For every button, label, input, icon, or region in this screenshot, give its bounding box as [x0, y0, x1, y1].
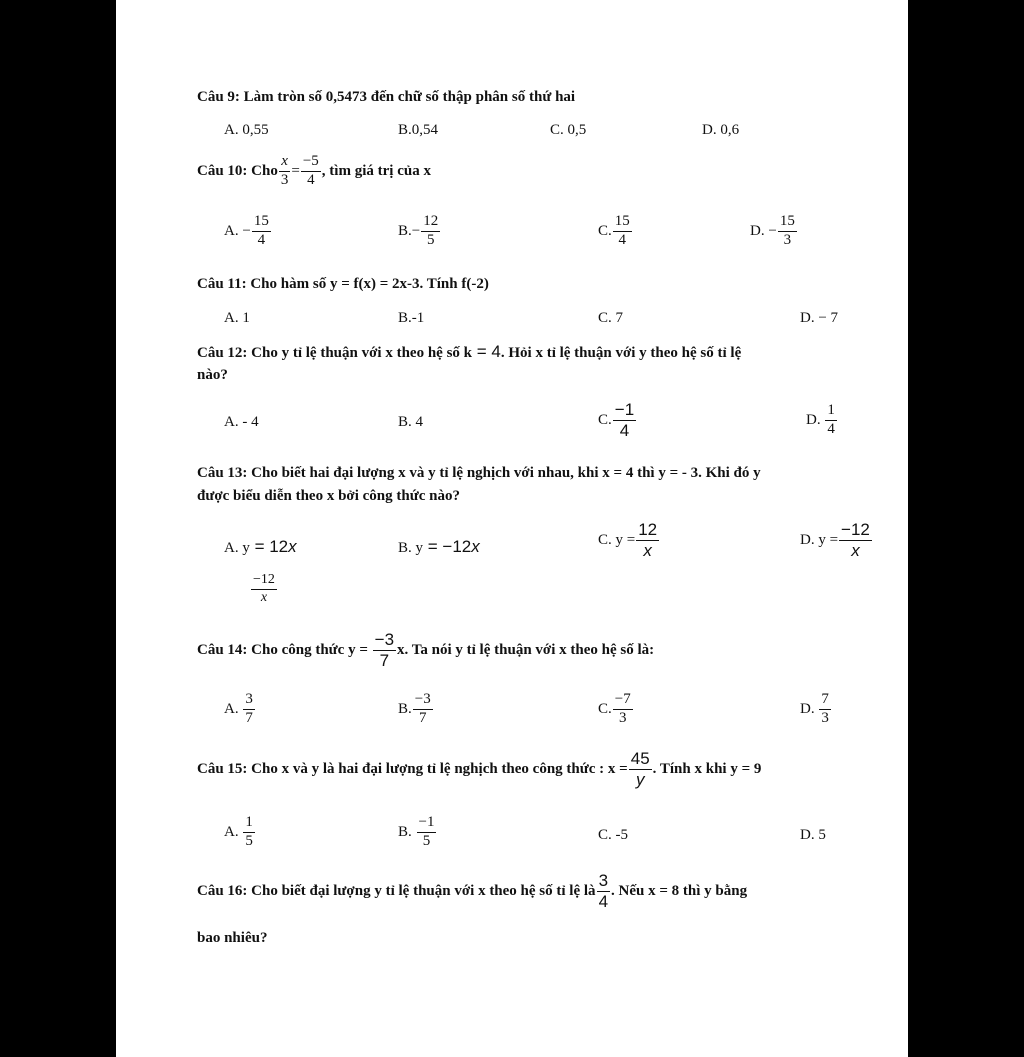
- q14-option-b: [398, 692, 434, 727]
- q13-extra-fraction-body: [251, 573, 277, 605]
- q15-option-b: [398, 815, 437, 850]
- q13-extra-fraction: [250, 573, 278, 605]
- q13-option-b-expr: = −12: [423, 537, 472, 556]
- q12-option-d-denominator: 4: [827, 420, 835, 437]
- q15-option-b-numerator: −1: [417, 815, 437, 833]
- q13-option-b-label: B. y: [398, 540, 424, 556]
- q14-option-c-fraction: [613, 692, 633, 727]
- q10-option-a-fraction: [252, 214, 271, 249]
- q15-option-a: [224, 815, 256, 850]
- q15-option-b-label: B.: [398, 824, 412, 841]
- q13-option-c: [598, 521, 660, 560]
- q10-suffix: , tìm giá trị của x: [321, 163, 431, 180]
- q10-fraction-1: [279, 154, 291, 189]
- q13-option-a-var: x: [288, 537, 297, 556]
- q12-option-c-label: C.: [598, 412, 612, 429]
- q15-denominator: y: [635, 769, 645, 789]
- q12-option-d-numerator: 1: [825, 403, 837, 421]
- question-12-line-2: nào?: [197, 367, 228, 383]
- q12-option-c-numerator: −1: [614, 400, 635, 419]
- q14-option-b-numerator: −3: [413, 692, 433, 710]
- q12-option-d-label: D.: [806, 412, 821, 429]
- q11-option-c: C. 7: [598, 310, 624, 326]
- q14-prefix: Câu 14: Cho công thức y =: [197, 642, 368, 659]
- document-page: [116, 0, 908, 1057]
- q10-option-c: [598, 214, 633, 249]
- q16-suffix: . Nếu x = 8 thì y bằng: [611, 883, 748, 900]
- q9-option-d: D. 0,6: [702, 122, 740, 138]
- question-16-line-1: [197, 872, 747, 911]
- q12-option-c: [598, 401, 637, 440]
- q10-option-c-fraction: [613, 214, 632, 249]
- q9-option-a: A. 0,55: [224, 122, 269, 138]
- q14-option-a-fraction: [243, 692, 255, 727]
- q13-option-d-denominator: x: [851, 540, 860, 560]
- q14-denominator: 7: [379, 650, 390, 670]
- q13-extra-denominator: x: [260, 589, 268, 605]
- q10-option-d: [750, 214, 798, 249]
- q10-frac2-denominator: 4: [307, 171, 315, 188]
- question-11-title: Câu 11: Cho hàm số y = f(x) = 2x-3. Tính f(-2): [197, 276, 489, 292]
- q14-option-d: [800, 692, 832, 727]
- q15-option-a-numerator: 1: [243, 815, 255, 833]
- q14-fraction: [373, 631, 396, 670]
- q11-option-b: B.-1: [398, 310, 425, 326]
- q14-option-b-denominator: 7: [419, 709, 427, 726]
- q12-option-d: [806, 403, 838, 438]
- q11-option-d: D. − 7: [800, 310, 839, 326]
- q12-line1-a: Câu 12: Cho y tỉ lệ thuận với x theo hệ số k: [197, 345, 473, 361]
- q15-prefix: Câu 15: Cho x và y là hai đại lượng tỉ lệ nghịch theo công thức : x =: [197, 761, 628, 778]
- q13-option-a-expr: = 12: [249, 537, 289, 556]
- q14-option-d-fraction: [819, 692, 831, 727]
- q15-option-b-denominator: 5: [422, 832, 431, 849]
- q14-numerator: −3: [374, 630, 395, 649]
- question-13-line-1: Câu 13: Cho biết hai đại lượng x và y tỉ lệ nghịch với nhau, khi x = 4 thì y = - 3. Khi đó y: [197, 465, 761, 481]
- q10-option-c-denominator: 4: [618, 231, 627, 248]
- q13-option-c-numerator: 12: [638, 520, 658, 539]
- q15-numerator: 45: [630, 749, 650, 768]
- q14-option-c-denominator: 3: [619, 709, 627, 726]
- q13-option-a-label: A. y: [224, 540, 250, 556]
- q15-fraction: [629, 750, 652, 789]
- q10-option-a-denominator: 4: [257, 231, 266, 248]
- q14-option-b-fraction: [413, 692, 433, 727]
- q15-option-a-label: A.: [224, 824, 239, 841]
- question-9-title: Câu 9: Làm tròn số 0,5473 đến chữ số thập phân số thứ hai: [197, 89, 576, 105]
- q9-option-c: C. 0,5: [550, 122, 587, 138]
- q13-option-d: [800, 521, 873, 560]
- q12-option-d-fraction: [825, 403, 837, 438]
- q10-option-d-numerator: 15: [778, 214, 797, 232]
- q10-option-d-label: D.: [750, 223, 765, 240]
- q14-option-c-numerator: −7: [613, 692, 633, 710]
- q15-option-b-fraction: [417, 815, 437, 850]
- q13-option-c-denominator: x: [643, 540, 652, 560]
- q15-option-a-fraction: [243, 815, 255, 850]
- q10-option-b-sign: −: [411, 223, 421, 240]
- q9-option-b: B.0,54: [398, 122, 439, 138]
- q14-option-c: [598, 692, 634, 727]
- q14-option-a-label: A.: [224, 701, 239, 718]
- q10-option-a-sign: −: [242, 223, 251, 240]
- q12-option-c-denominator: 4: [619, 420, 630, 440]
- q13-option-b: [398, 538, 480, 557]
- q14-option-a-denominator: 7: [245, 709, 253, 726]
- q10-option-a: [224, 214, 272, 249]
- q15-option-d: D. 5: [800, 827, 826, 843]
- q13-option-c-fraction: [636, 521, 659, 560]
- q10-option-a-label: A.: [224, 223, 239, 240]
- q15-option-c: C. -5: [598, 827, 628, 843]
- question-12-line-1: [197, 343, 741, 362]
- question-13-line-2: được biểu diễn theo x bởi công thức nào?: [197, 488, 460, 504]
- q16-denominator: 4: [598, 891, 609, 911]
- q10-option-d-denominator: 3: [783, 231, 792, 248]
- q14-option-d-denominator: 3: [821, 709, 829, 726]
- q15-option-a-denominator: 5: [245, 832, 253, 849]
- q10-option-c-label: C.: [598, 223, 612, 240]
- q10-option-b: [398, 214, 441, 249]
- q12-line1-b: . Hỏi x tỉ lệ thuận với y theo hệ số tỉ lệ: [500, 345, 742, 361]
- q10-frac2-numerator: −5: [301, 154, 321, 172]
- q13-extra-numerator: −12: [251, 573, 277, 590]
- q14-suffix: x. Ta nói y tỉ lệ thuận với x theo hệ số là:: [397, 642, 655, 659]
- q13-option-b-var: x: [471, 537, 480, 556]
- q12-option-c-fraction: [613, 401, 636, 440]
- q13-option-d-label: D. y =: [800, 532, 839, 549]
- q12-k-value: = 4: [472, 342, 501, 361]
- q10-option-d-sign: −: [768, 223, 777, 240]
- q13-option-c-label: C. y =: [598, 532, 636, 549]
- q14-option-d-numerator: 7: [819, 692, 831, 710]
- q13-option-d-numerator: −12: [841, 520, 870, 539]
- q12-option-a: A. - 4: [224, 414, 259, 430]
- q13-option-d-fraction: [839, 521, 872, 560]
- q15-suffix: . Tính x khi y = 9: [652, 761, 762, 778]
- q10-frac1-denominator: 3: [280, 171, 289, 188]
- q10-equals: =: [291, 163, 300, 180]
- q14-option-d-label: D.: [800, 701, 815, 718]
- q14-option-a-numerator: 3: [243, 692, 255, 710]
- q13-option-a: [224, 538, 297, 557]
- q16-numerator: 3: [598, 871, 609, 890]
- q16-fraction: [597, 872, 610, 911]
- q16-prefix: Câu 16: Cho biết đại lượng y tỉ lệ thuận với x theo hệ số tỉ lệ là: [197, 883, 596, 900]
- q10-option-b-denominator: 5: [426, 231, 435, 248]
- q10-option-a-numerator: 15: [252, 214, 271, 232]
- q14-option-a: [224, 692, 256, 727]
- q10-option-b-fraction: [421, 214, 440, 249]
- q10-frac1-numerator: x: [279, 154, 290, 172]
- question-10-title: [197, 154, 431, 189]
- q10-fraction-2: [301, 154, 321, 189]
- q12-option-b: B. 4: [398, 414, 424, 430]
- q10-option-d-fraction: [778, 214, 797, 249]
- question-15-title: [197, 750, 761, 789]
- q11-option-a: A. 1: [224, 310, 250, 326]
- question-16-line-2: bao nhiêu?: [197, 930, 268, 946]
- q10-option-b-label: B.: [398, 223, 412, 240]
- q10-option-b-numerator: 12: [421, 214, 440, 232]
- q14-option-c-label: C.: [598, 701, 612, 718]
- question-14-title: [197, 631, 654, 670]
- q10-prefix: Câu 10: Cho: [197, 163, 278, 180]
- q10-option-c-numerator: 15: [613, 214, 632, 232]
- q14-option-b-label: B.: [398, 701, 412, 718]
